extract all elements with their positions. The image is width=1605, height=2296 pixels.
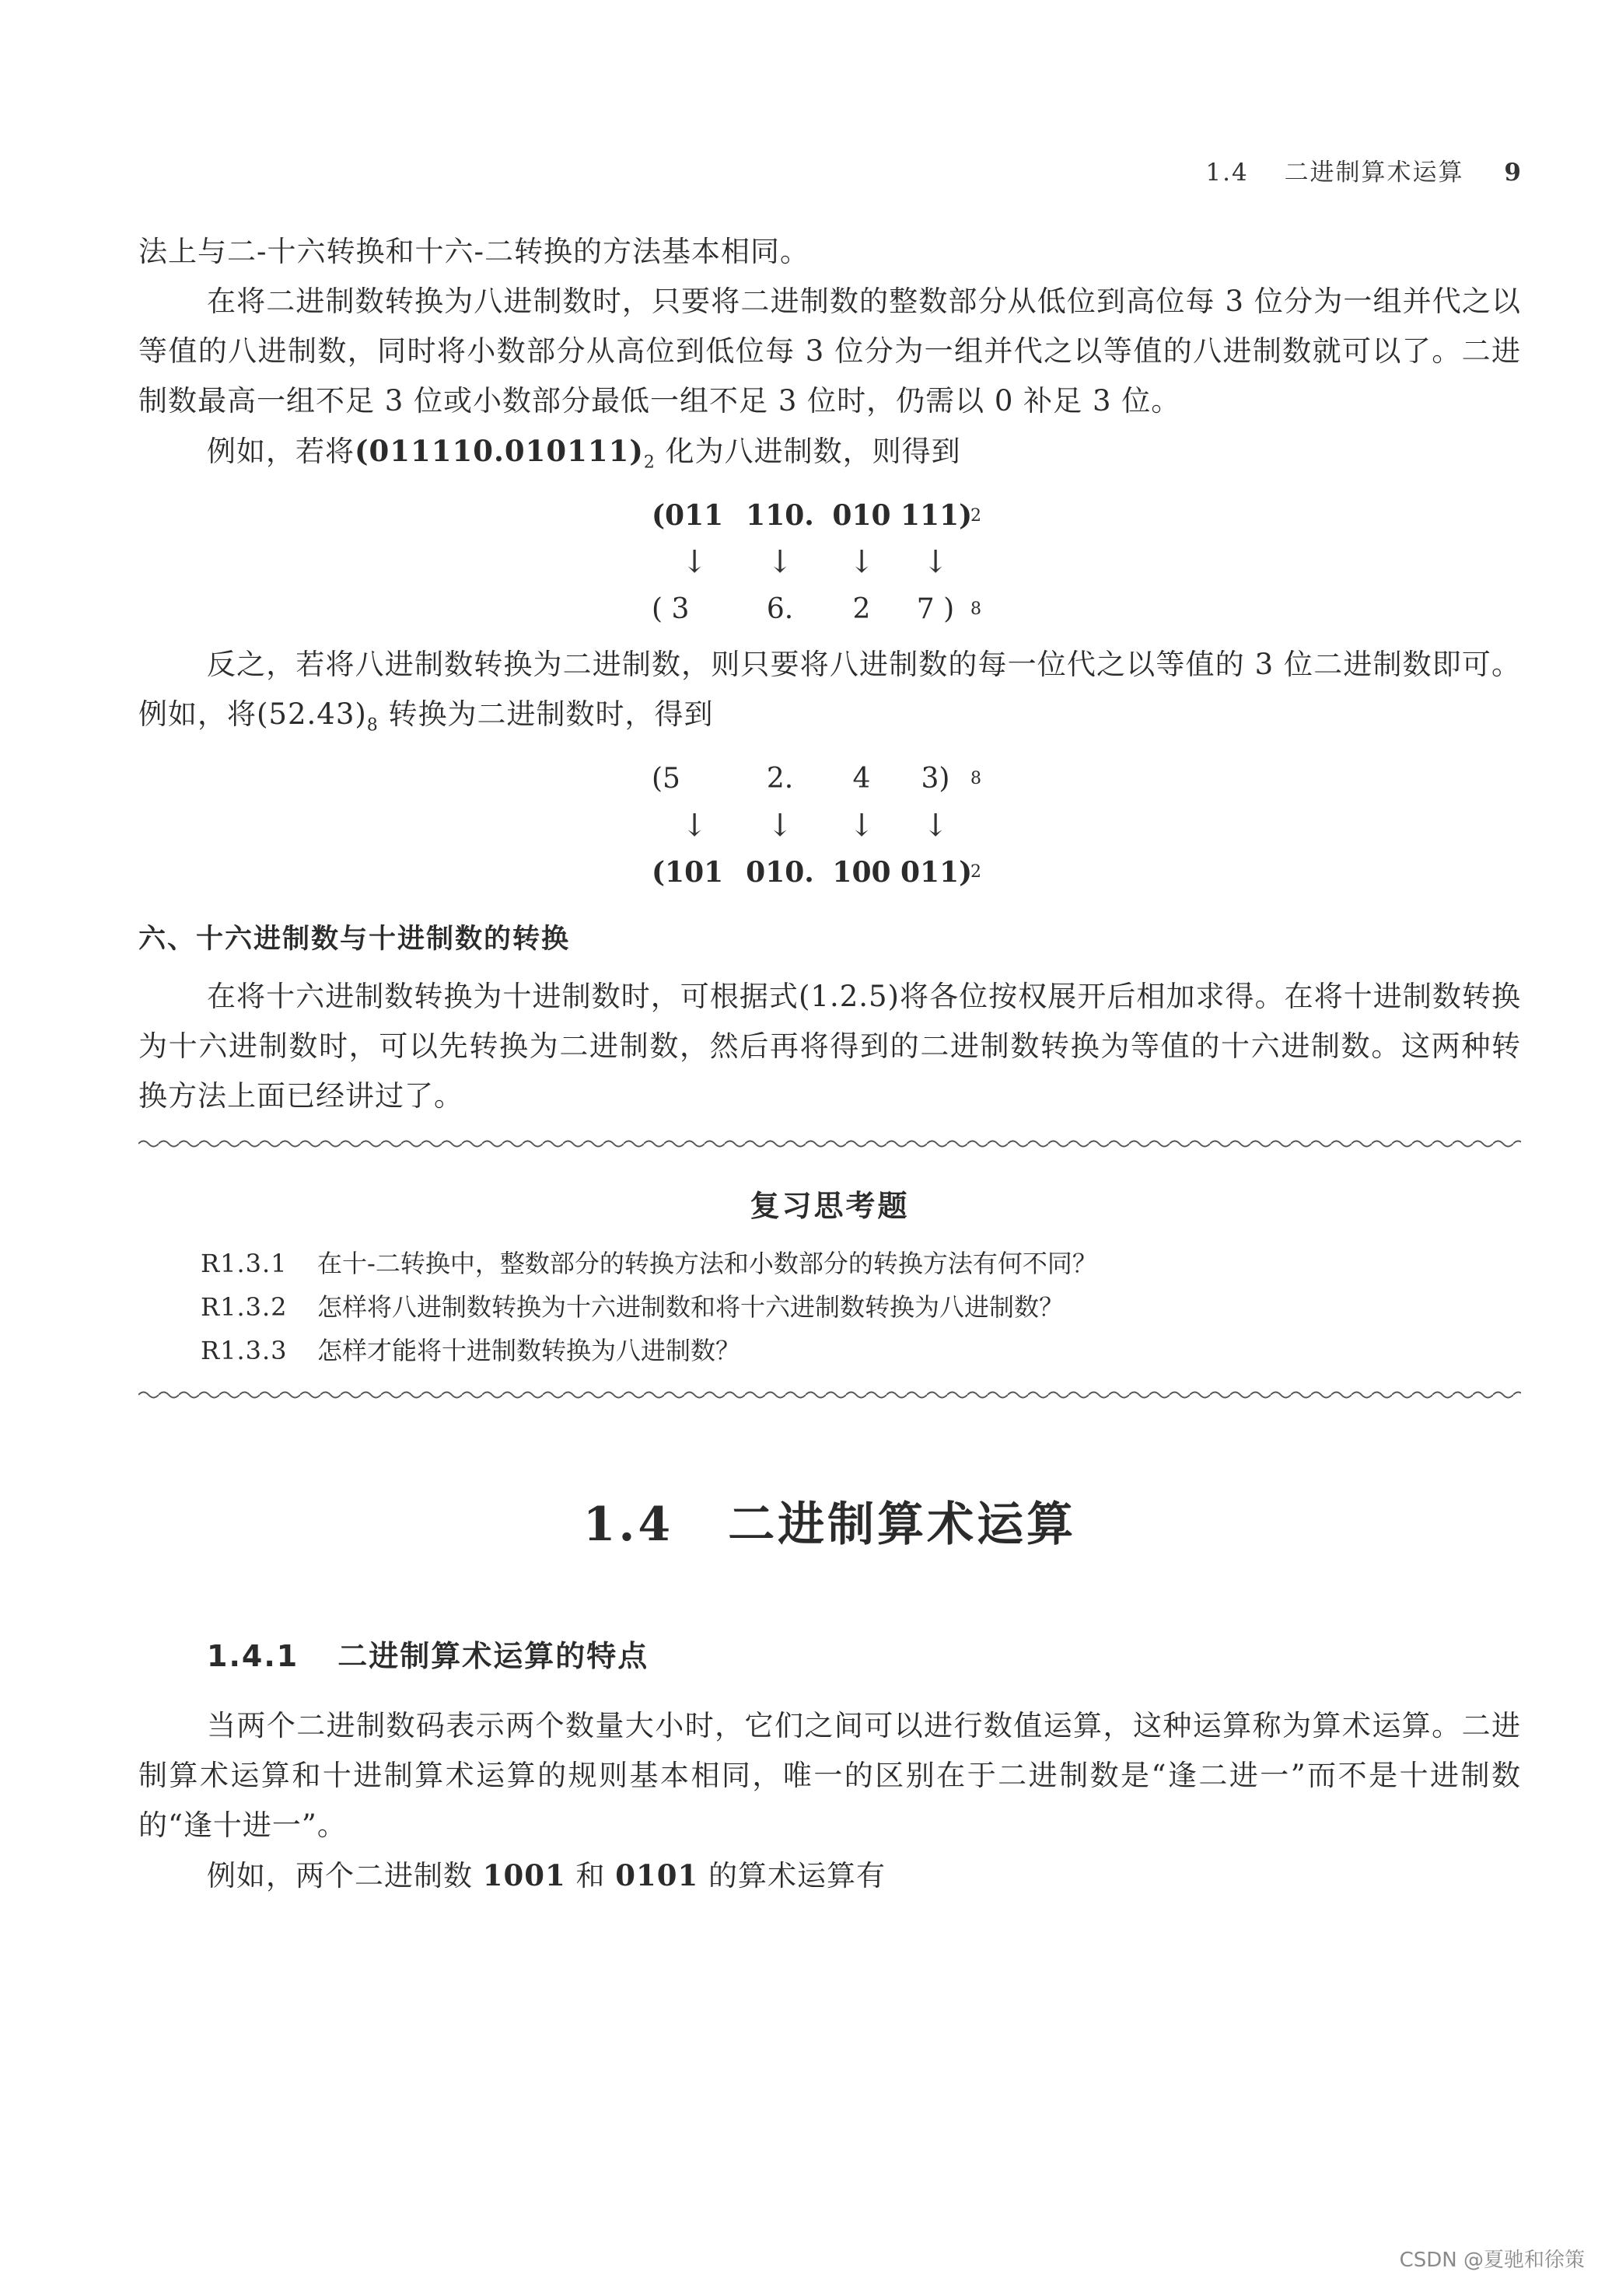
review-question [138, 1329, 1521, 1372]
review-question [138, 1242, 1521, 1285]
conv2-top-2: 4 [852, 763, 871, 795]
down-arrow-icon: ↓ [681, 807, 708, 844]
wavy-divider-top [138, 1137, 1521, 1151]
down-arrow-icon: ↓ [848, 544, 875, 581]
conv1-bottom-3: 7 ) [916, 592, 955, 625]
section-title [138, 1487, 1521, 1554]
arith-text-post: 的算术运算有 [698, 1858, 886, 1892]
conv1-bottom-2: 2 [852, 592, 871, 625]
conv2-bottom-1: 010. [746, 855, 814, 889]
review-questions-title: 复习思考题 [750, 1188, 910, 1223]
conv2-top-1: 2. [766, 763, 794, 795]
conv2-top-base: 8 [970, 769, 981, 789]
conversion-row-octal [652, 585, 1521, 632]
example-binary-value: (011110.010111) [355, 434, 644, 468]
conv2-bottom-2: 100 [832, 855, 891, 889]
conversion-row-binary [652, 492, 1521, 539]
watermark: CSDN @夏驰和徐策 [1399, 2249, 1585, 2272]
conversion-row-octal [652, 756, 1521, 802]
page-number: 9 [1504, 159, 1523, 187]
down-arrow-icon: ↓ [681, 544, 708, 581]
question-text: 怎样才能将十进制数转换为八进制数？ [317, 1335, 741, 1365]
down-arrow-icon: ↓ [767, 544, 793, 581]
down-arrow-icon: ↓ [848, 807, 875, 844]
conv1-top-2: 010 [832, 499, 891, 533]
oct-example-value: (52.43) [257, 697, 367, 732]
conversion-oct-to-bin [138, 756, 1521, 896]
binary-operand-b: 0101 [615, 1857, 699, 1892]
conv1-top-base: 2 [970, 505, 981, 526]
section-heading: 二进制算术运算 [728, 1497, 1077, 1552]
conv1-top-3: 111) [900, 499, 973, 533]
subheading-hex-dec: 六、十六进制数与十进制数的转换 [138, 923, 571, 955]
review-question [138, 1285, 1521, 1329]
section-number: 1.4 [582, 1497, 674, 1552]
conv1-top-0: (011 [652, 499, 724, 533]
conv2-bottom-0: (101 [652, 855, 724, 889]
paragraph-bin-to-oct: 在将二进制数转换为八进制数时，只要将二进制数的整数部分从低位到高位每 3 位分为一组并代之以等值的八进制数，同时将小数部分从高位到低位每 3 位分为一组并代之以等值的八进制数就可以了。二进制数最高一组不足 3 位或小数部分最低一组不足 3 位时，仍需以 0 补足 3 位。 [138, 285, 1521, 418]
conv2-bottom-3: 011) [900, 855, 973, 889]
down-arrow-icon: ↓ [767, 807, 793, 844]
oct-example-base: 8 [366, 715, 379, 736]
subsection-number: 1.4.1 [207, 1638, 299, 1673]
wavy-line-icon [138, 1388, 1521, 1402]
example-text-pre: 例如，若将 [207, 435, 355, 468]
question-text: 在十-二转换中，整数部分的转换方法和小数部分的转换方法有何不同？ [317, 1248, 1097, 1278]
conversion-row-binary [652, 849, 1521, 896]
subsection-heading: 二进制算术运算的特点 [337, 1638, 649, 1673]
conversion-row-arrows [652, 539, 1521, 585]
oct-text-pre: 反之，若将八进制数转换为二进制数，则只要将八进制数的每一位代之以等值的 3 位二进制数即可。例如，将 [138, 648, 1521, 732]
conv2-bottom-base: 2 [970, 862, 981, 882]
example-text-post: 化为八进制数，则得到 [655, 435, 961, 468]
paragraph-arith-intro: 当两个二进制数码表示两个数量大小时，它们之间可以进行数值运算，这种运算称为算术运算。二进制算术运算和十进制算术运算的规则基本相同，唯一的区别在于二进制数是“逢二进一”而不是十进制数的“逢十进一”。 [138, 1708, 1521, 1842]
conv1-bottom-0: ( 3 [652, 592, 690, 625]
down-arrow-icon: ↓ [922, 544, 949, 581]
conversion-row-arrows [652, 802, 1521, 849]
question-id: R1.3.3 [201, 1335, 288, 1365]
binary-operand-a: 1001 [482, 1857, 566, 1892]
header-section-number: 1.4 [1205, 159, 1249, 187]
paragraph-hex-dec: 在将十六进制数转换为十进制数时，可根据式(1.2.5)将各位按权展开后相加求得。在将十进制数转换为十六进制数时，可以先转换为二进制数，然后再将得到的二进制数转换为等值的十六进制数。这两种转换方法上面已经讲过了。 [138, 979, 1521, 1113]
page-body [138, 227, 1521, 1901]
arith-text-pre: 例如，两个二进制数 [207, 1858, 483, 1892]
running-header [1205, 152, 1523, 187]
wavy-line-icon [138, 1137, 1521, 1151]
conv2-top-3: 3) [921, 763, 950, 795]
paragraph-arith-example [138, 1850, 1521, 1901]
wavy-divider-bottom [138, 1388, 1521, 1402]
conv1-bottom-1: 6. [766, 592, 794, 625]
example-binary-base: 2 [643, 453, 656, 473]
oct-text-post: 转换为二进制数时，得到 [378, 697, 714, 732]
conversion-bin-to-oct [138, 492, 1521, 632]
question-id: R1.3.2 [201, 1291, 288, 1322]
question-id: R1.3.1 [201, 1248, 288, 1278]
conv1-top-1: 110. [746, 499, 814, 533]
paragraph-example-bin-to-oct [138, 426, 1521, 488]
conv1-bottom-base: 8 [970, 599, 981, 619]
subsection-title [207, 1632, 1521, 1675]
header-title: 二进制算术运算 [1284, 159, 1464, 187]
paragraph-continued: 法上与二-十六转换和十六-二转换的方法基本相同。 [138, 235, 810, 268]
paragraph-oct-to-bin [138, 640, 1521, 750]
down-arrow-icon: ↓ [922, 807, 949, 844]
conv2-top-0: (5 [652, 763, 680, 795]
arith-text-mid: 和 [565, 1858, 616, 1892]
question-text: 怎样将八进制数转换为十六进制数和将十六进制数转换为八进制数？ [317, 1291, 1065, 1322]
